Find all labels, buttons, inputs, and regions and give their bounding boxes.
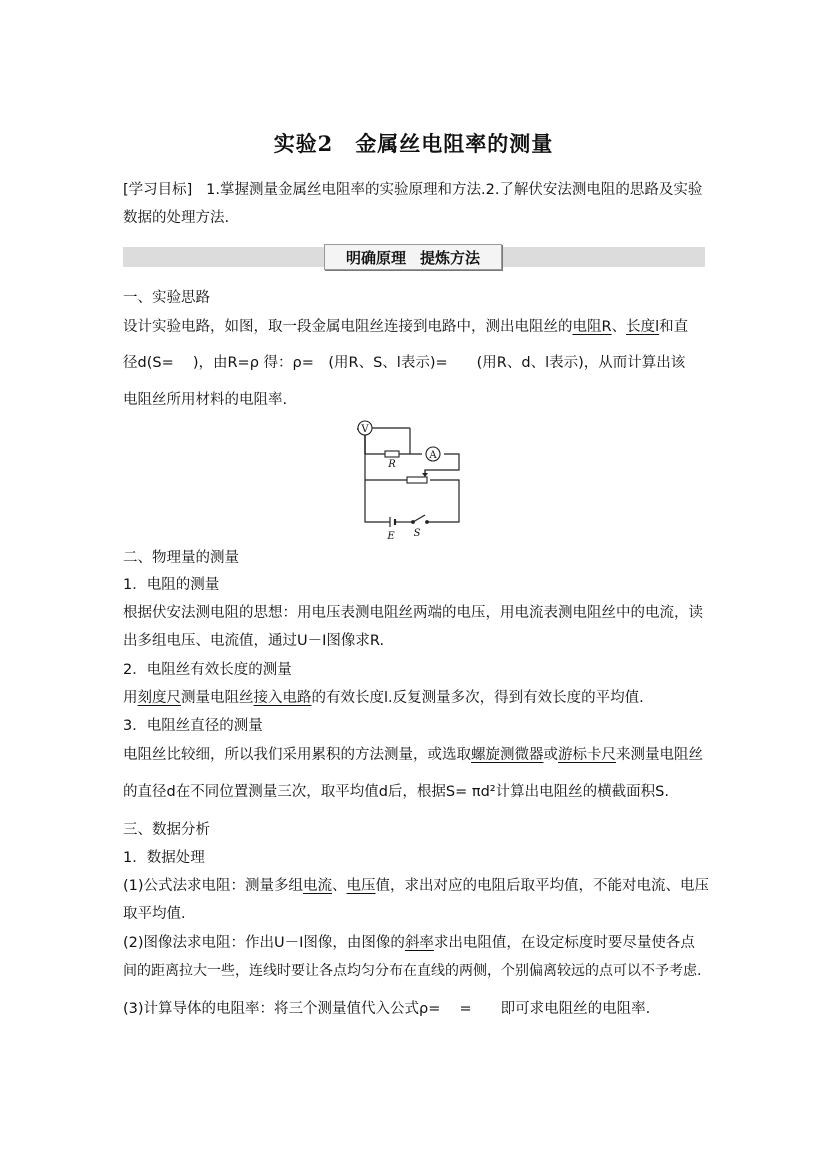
text-span: 电阻丝比较细，所以我们采用累积的方法测量，或选取 — [123, 747, 471, 763]
text-span: 测量电阻丝 — [181, 690, 254, 706]
section3-heading: 三、数据分析 — [123, 822, 210, 838]
page-title — [0, 128, 827, 158]
text-span: 用 — [123, 690, 138, 706]
rheostat-slider-tip — [422, 473, 428, 477]
item-graph-method-line2: 间的距离拉大一些，连线时要让各点均匀分布在直线的两侧，个别偏离较远的点可以不予考虑. — [123, 963, 702, 979]
item-formula-method-line2: 取平均值. — [123, 906, 186, 922]
switch-label: S — [413, 528, 421, 539]
text-span: 、 — [611, 319, 627, 335]
ammeter — [426, 447, 440, 461]
voltmeter-label: V — [361, 424, 369, 435]
item-formula-method — [123, 876, 709, 896]
resistor-r — [385, 451, 399, 457]
switch — [412, 515, 429, 523]
rheostat — [407, 477, 427, 483]
circuit-diagram — [355, 418, 470, 543]
voltmeter — [358, 421, 372, 435]
learning-goals — [123, 180, 702, 200]
section1-line1 — [123, 317, 688, 337]
section1-line2: 径d(S= )，由R=ρ 得：ρ= (用R、S、l表示)= (用R、d、l表示)，从而计算出该 — [123, 355, 686, 371]
blank-answer-current: 电流 — [303, 878, 333, 894]
para-diameter-line2: 的直径d在不同位置测量三次，取平均值d后，根据S= πd²计算出电阻丝的横截面积S. — [123, 784, 669, 800]
battery — [390, 517, 395, 527]
banner-left-text: 明确原理 — [345, 248, 406, 267]
text-span: 来测量电阻丝 — [616, 747, 703, 763]
para-length — [123, 688, 644, 708]
blank-answer-caliper: 游标卡尺 — [558, 747, 616, 763]
text-span: 值，求出对应的电阻后取平均值，不能对电流、电压 — [375, 878, 710, 894]
resistor-label: R — [388, 459, 396, 470]
blank-answer-slope: 斜率 — [404, 935, 434, 951]
goals-text-line2: 数据的处理方法. — [123, 210, 230, 226]
blank-answer-connected: 接入电路 — [253, 690, 312, 706]
banner-right-text: 提炼方法 — [420, 248, 481, 267]
subheading-length: 2．电阻丝有效长度的测量 — [123, 662, 292, 678]
text-span: 或 — [543, 747, 558, 763]
para-diameter-line1 — [123, 745, 703, 765]
blank-answer-length: 长度l — [626, 319, 660, 335]
blank-answer-resistance: 电阻R — [572, 319, 612, 335]
item-resistivity-calc: (3)计算导体的电阻率：将三个测量值代入公式ρ= = 即可求电阻丝的电阻率. — [123, 1001, 651, 1017]
experiment-number: 实验2 — [273, 131, 334, 156]
para-resistance-line1: 根据伏安法测电阻的思想：用电压表测电阻丝两端的电压，用电流表测电阻丝中的电流，读 — [123, 605, 703, 621]
goals-text-line1: 1.掌握测量金属丝电阻率的实验原理和方法.2.了解伏安法测电阻的思路及实验 — [206, 182, 703, 198]
item-graph-method — [123, 933, 695, 953]
text-span: 和直 — [659, 319, 689, 335]
section2-heading: 二、物理量的测量 — [123, 550, 239, 566]
blank-answer-micrometer: 螺旋测微器 — [471, 747, 544, 763]
subheading-resistance: 1．电阻的测量 — [123, 577, 220, 593]
blank-answer-ruler: 刻度尺 — [137, 690, 181, 706]
subheading-data-processing: 1．数据处理 — [123, 850, 205, 866]
battery-label: E — [387, 531, 395, 542]
section1-heading: 一、实验思路 — [123, 290, 210, 306]
blank-answer-voltage: 电压 — [346, 878, 376, 894]
section-banner — [324, 244, 502, 270]
experiment-name: 金属丝电阻率的测量 — [355, 131, 554, 156]
text-span: (2)图像法求电阻：作出U－I图像，由图像的 — [123, 935, 405, 951]
text-span: 设计实验电路，如图，取一段金属电阻丝连接到电路中，测出电阻丝的 — [123, 319, 573, 335]
ammeter-label: A — [429, 450, 437, 461]
text-span: 求出电阻值，在设定标度时要尽量使各点 — [433, 935, 695, 951]
text-span: 、 — [332, 878, 347, 894]
goals-label: [学习目标] — [123, 182, 193, 198]
section1-line3: 电阻丝所用材料的电阻率. — [123, 392, 288, 408]
para-resistance-line2: 出多组电压、电流值，通过U－I图像求R. — [123, 633, 385, 649]
text-span: 的有效长度l.反复测量多次，得到有效长度的平均值. — [311, 690, 644, 706]
subheading-diameter: 3．电阻丝直径的测量 — [123, 718, 263, 734]
text-span: (1)公式法求电阻：测量多组 — [123, 878, 304, 894]
circuit-visible — [356, 428, 459, 522]
